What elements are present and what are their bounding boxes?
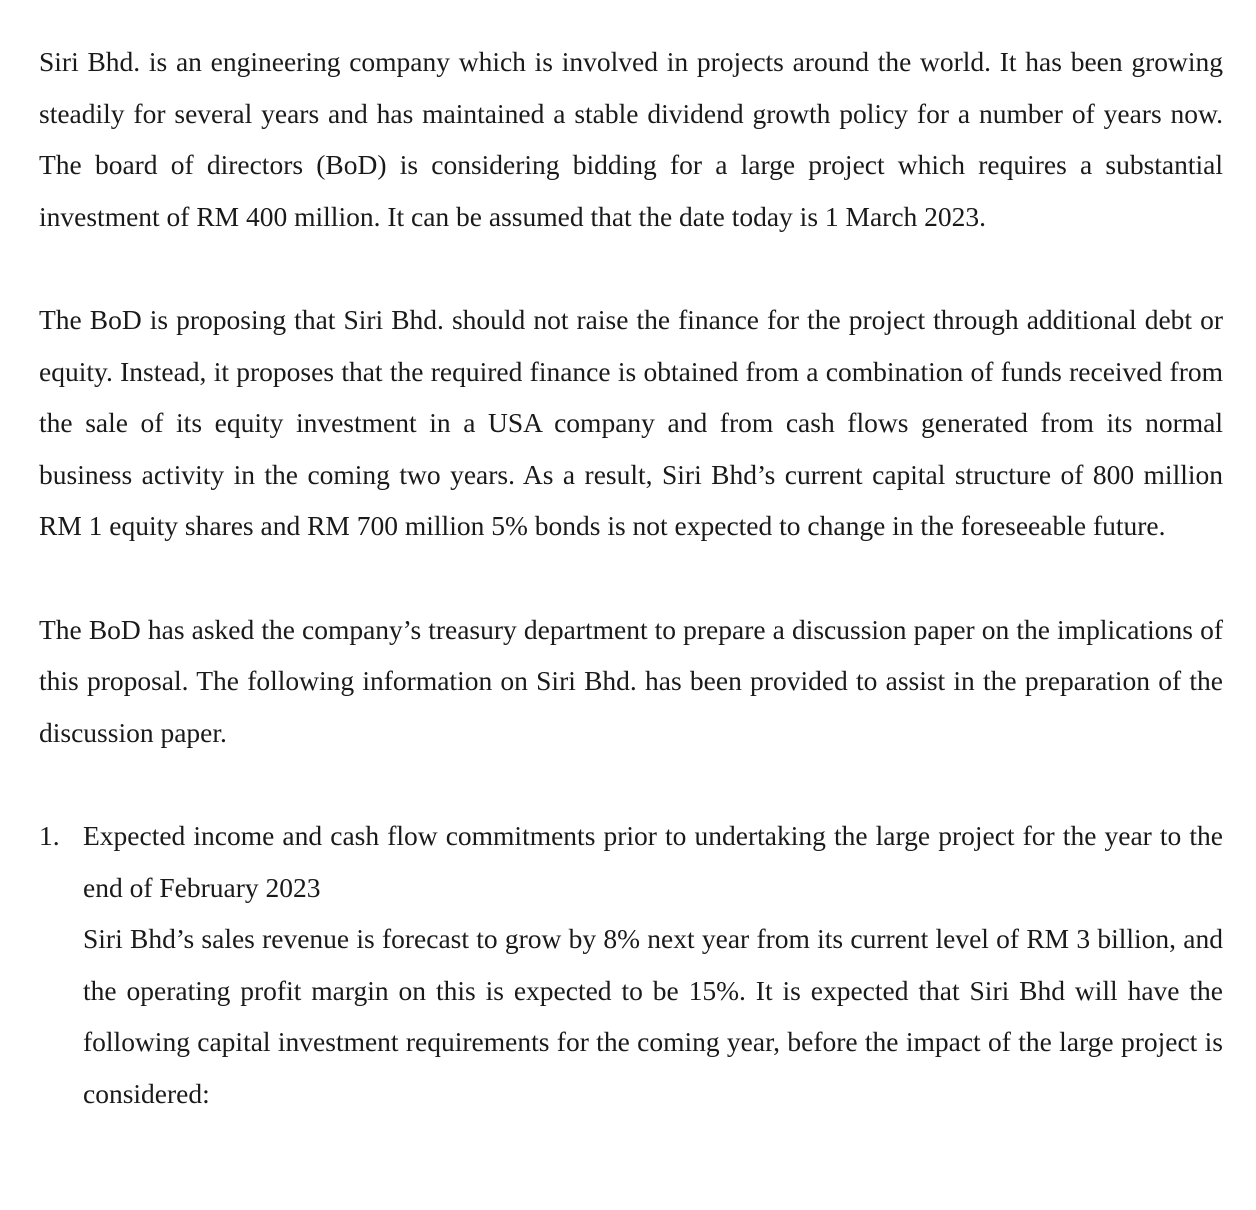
document-body [39,36,1223,1119]
paragraph-company-overview: Siri Bhd. is an engineering company which is involved in projects around the world. It has been growing steadily for several years and has maintained a stable dividend growth policy for a number of years now. The board of directors (BoD) is considering bidding for a large project which requires a substantial investment of RM 400 million. It can be assumed that the date today is 1 March 2023. [39,46,1223,232]
list-item-number: 1. [39,819,60,851]
list-item-heading: Expected income and cash flow commitments prior to undertaking the large project for the year to the end of February 2023 [83,819,1223,903]
list-item-body: Siri Bhd’s sales revenue is forecast to grow by 8% next year from its current level of RM 3 billion, and the operating profit margin on this is expected to be 15%. It is expected that Siri Bhd will have the following capital investment requirements for the coming year, before the impact of the large project is considered: [83,923,1223,1109]
paragraph-financing-proposal: The BoD is proposing that Siri Bhd. should not raise the finance for the project through additional debt or equity. Instead, it proposes that the required finance is obtained from a combination of funds received from the sale of its equity investment in a USA company and from cash flows generated from its normal business activity in the coming two years. As a result, Siri Bhd’s current capital structure of 800 million RM 1 equity shares and RM 700 million 5% bonds is not expected to change in the foreseeable future. [39,303,1223,542]
paragraph-discussion-paper: The BoD has asked the company’s treasury department to prepare a discussion paper on the implications of this proposal. The following information on Siri Bhd. has been provided to assist in the preparation of the discussion paper. [39,613,1223,748]
list-item [39,810,1223,1120]
numbered-list [39,810,1223,1120]
